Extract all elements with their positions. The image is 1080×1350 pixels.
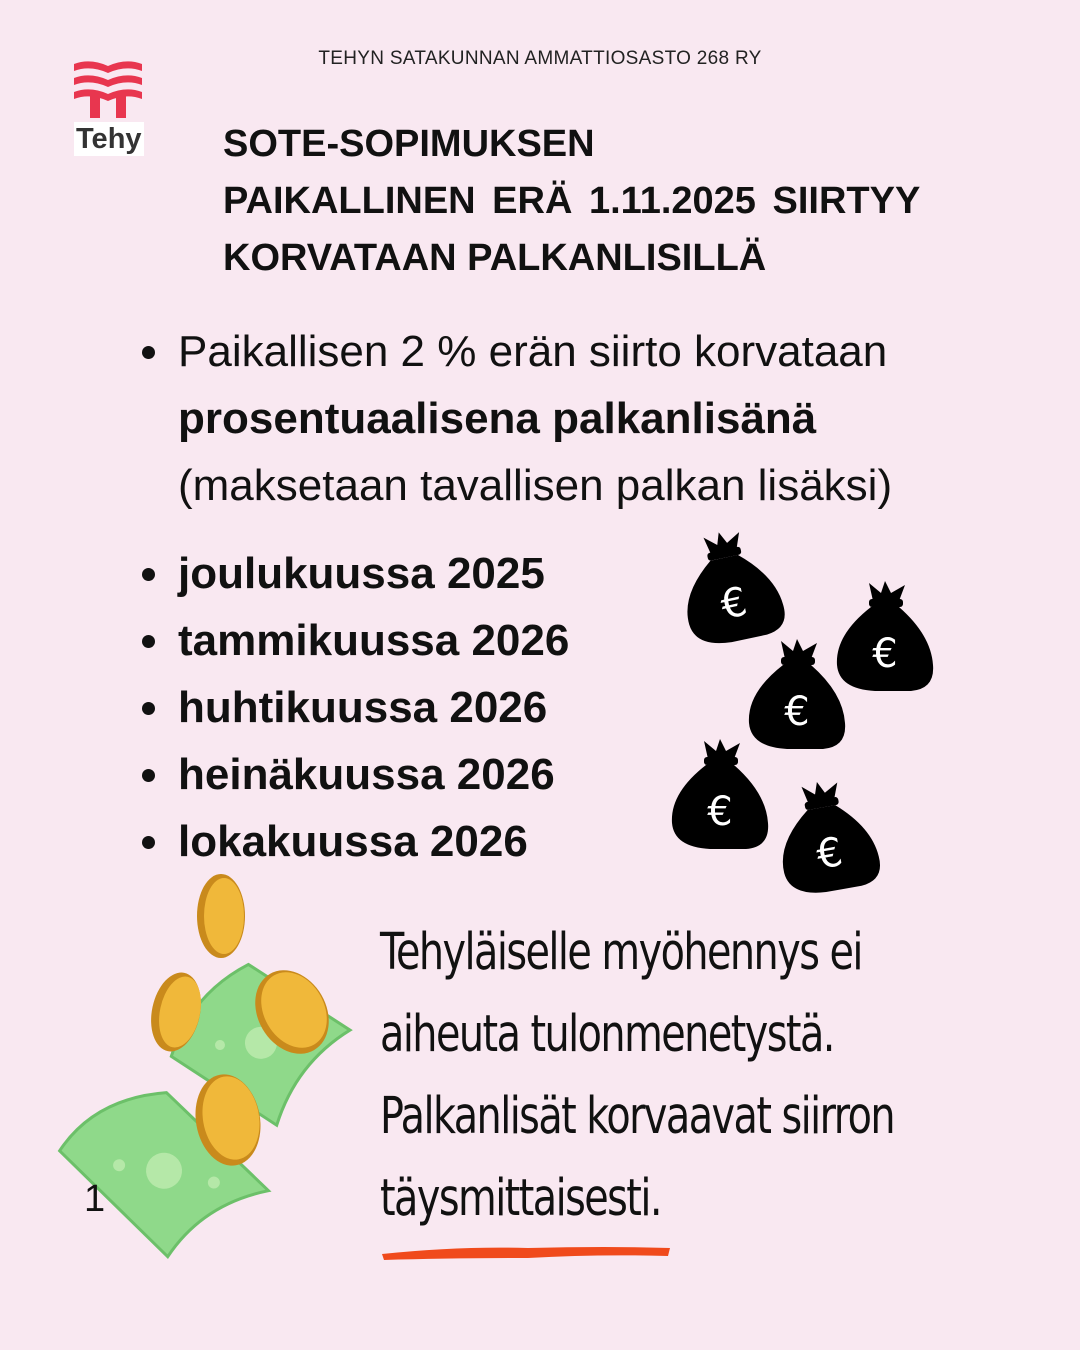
month-list [140,540,569,875]
closing-statement [380,912,1020,1240]
list-item [140,741,569,808]
closing-line-4: täysmittaisesti. [380,1169,661,1228]
page-number: 1 [84,1178,106,1220]
month-label: joulukuussa 2025 [178,549,545,598]
euro-money-bag-icon [672,739,768,849]
bullet-dot [142,635,155,648]
month-label: lokakuussa 2026 [178,817,528,866]
intro-emphasis: prosentuaalisena palkanlisänä [178,394,817,443]
intro-bullet [140,318,970,519]
tehy-logo-text: Tehy [76,123,142,155]
bullet-dot [142,702,155,715]
month-label: heinäkuussa 2026 [178,750,555,799]
bullet-dot [142,836,155,849]
money-bags-illustration: € [660,520,960,910]
closing-line-3: Palkanlisät korvaavat siirron [380,1087,895,1146]
list-item [140,808,569,875]
headline-line-3: KORVATAAN PALKANLISILLÄ [223,237,767,279]
intro-part-2: (maksetaan tavallisen palkan lisäksi) [178,461,893,510]
euro-money-bag-icon [672,522,789,650]
bullet-dot [142,769,155,782]
bullet-dot [142,346,155,359]
closing-line-2: aiheuta tulonmenetystä. [380,1005,834,1064]
euro-money-bag-icon [837,581,933,691]
falling-money-illustration [70,870,360,1300]
closing-line-1: Tehyläiselle myöhennys ei [380,923,862,982]
underline-stroke [378,1240,678,1266]
headline-line-1: SOTE-SOPIMUKSEN [223,123,595,165]
euro-money-bag-icon [749,639,845,749]
intro-part-1: Paikallisen 2 % erän siirto korvataan [178,327,888,376]
gold-coin-icon [197,874,245,958]
list-item [140,540,569,607]
bullet-dot [142,568,155,581]
month-label: tammikuussa 2026 [178,616,570,665]
headline [223,116,973,287]
headline-line-2: PAIKALLINEN ERÄ 1.11.2025 SIIRTYY [223,180,921,222]
list-item [140,674,569,741]
euro-money-bag-icon [770,774,884,899]
month-label: huhtikuussa 2026 [178,683,548,732]
list-item [140,607,569,674]
organization-name: TEHYN SATAKUNNAN AMMATTIOSASTO 268 RY [318,48,762,69]
intro-text [140,318,970,519]
